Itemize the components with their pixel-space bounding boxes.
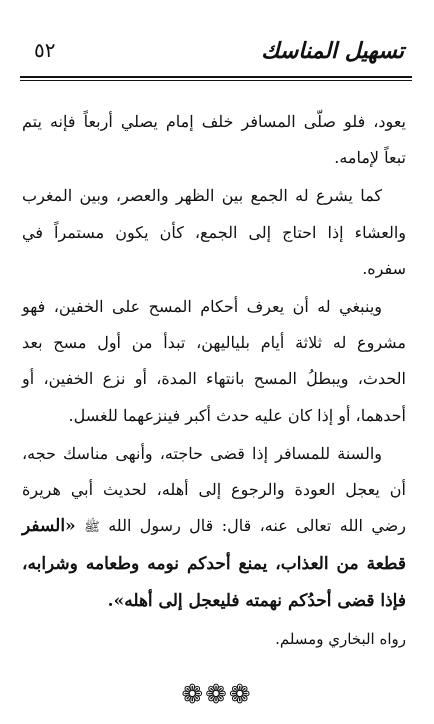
- hadith-quote: «السفر قطعة من العذاب، يمنع أحدكم نومه وطعامه وشرابه، فإذا قضى أحدُكم نهمته فليعجل إلى أهله».: [22, 516, 406, 611]
- paragraph-3: وينبغي له أن يعرف أحكام المسح على الخفين، فهو مشروع له ثلاثة أيام بلياليهن، تبدأ من أول مسح بعد الحدث، ويبطلُ المسح بانتهاء المدة، أو نزع الخفين، أو أحدهما، أو إذا كان عليه حدث أكبر فينزعهما للغسل.: [22, 297, 406, 425]
- page-header: [20, 34, 412, 74]
- page-body: [22, 104, 406, 657]
- paragraph-1: يعود، فلو صلّى المسافر خلف إمام يصلي أربعاً فإنه يتم تبعاً لإمامه.: [22, 112, 406, 168]
- paragraph-4: [22, 436, 406, 619]
- header-rule: [20, 76, 412, 78]
- page-ornament-icon: ❁❁❁: [181, 680, 253, 710]
- salawat-symbol: ﷺ: [84, 520, 100, 536]
- page-number: ٥٢: [34, 38, 56, 62]
- paragraph-4-intro: والسنة للمسافر إذا قضى حاجته، وأنهى مناسك حجه، أن يعجل العودة والرجوع إلى أهله، لحديث أبي هريرة رضي الله تعالى عنه، قال: قال رسول الله: [22, 443, 406, 536]
- paragraph-2: كما يشرع له الجمع بين الظهر والعصر، وبين المغرب والعشاء إذا احتاج إلى الجمع، كأن يكون مستمراً في سفره.: [22, 186, 406, 278]
- book-title: تسهيل المناسك: [261, 38, 404, 64]
- header-rule-thin: [20, 80, 412, 81]
- hadith-source: رواه البخاري ومسلم.: [275, 629, 406, 648]
